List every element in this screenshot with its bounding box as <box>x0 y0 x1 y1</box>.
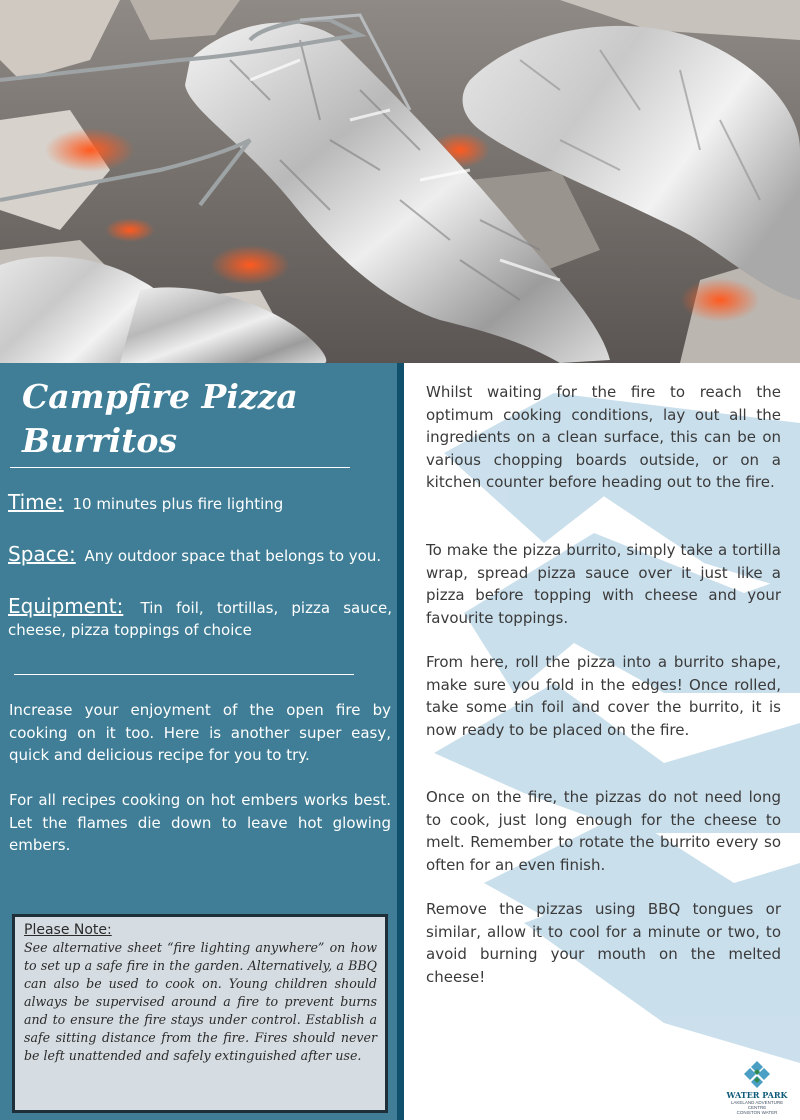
note-heading: Please Note: <box>24 922 112 938</box>
time-label: Time: <box>8 490 64 514</box>
safety-note-box <box>12 914 388 1113</box>
column-divider <box>397 363 404 1120</box>
equipment-value: Tin foil, tortillas, pizza sauce, cheese, pizza toppings of choice <box>8 599 392 639</box>
logo-name: WATER PARK <box>726 1090 788 1100</box>
title-divider <box>10 467 350 468</box>
recipe-info-panel <box>0 363 400 1120</box>
recipe-title: Campfire Pizza Burritos <box>22 377 298 460</box>
water-park-logo <box>722 1060 792 1118</box>
space-detail <box>8 543 392 567</box>
equipment-detail <box>8 595 392 641</box>
time-value: 10 minutes plus fire lighting <box>72 495 284 513</box>
method-column <box>404 363 800 1120</box>
logo-icon <box>742 1060 772 1090</box>
space-label: Space: <box>8 542 76 566</box>
method-step-1: Whilst waiting for the fire to reach the optimum cooking conditions, lay out all the ingredients on a clean surface, this can be on various chopping boards outside, or on a kitchen counter before heading out to the fire. <box>426 383 781 491</box>
note-body: See alternative sheet “fire lighting anywhere” on how to set up a safe fire in the garden. Alternatively, a BBQ can also be used to cook on. Young children should always be supervised around a fire to prevent burns and to ensure the fire stays under control. Establish a safe sitting distance from the fire. Fires should never be left unattended and safely extinguished after use. <box>24 940 377 1063</box>
details-divider <box>14 674 354 675</box>
method-step-4: Once on the fire, the pizzas do not need long to cook, just long enough for the cheese to melt. Remember to rotate the burrito every so often for an even finish. <box>426 788 781 874</box>
method-step-2: To make the pizza burrito, simply take a tortilla wrap, spread pizza sauce over it just like a pizza before topping with cheese and your favourite toppings. <box>426 541 781 627</box>
logo-location: CONISTON WATER <box>736 1110 778 1115</box>
logo-subtitle: LAKELAND ADVENTURE CENTRE <box>730 1100 784 1110</box>
time-detail <box>8 491 392 515</box>
foil-burritos-image <box>0 0 800 363</box>
hero-photo <box>0 0 800 363</box>
equipment-label: Equipment: <box>8 594 124 618</box>
embers-paragraph: For all recipes cooking on hot embers works best. Let the flames die down to leave hot glowing embers. <box>9 791 391 854</box>
space-value: Any outdoor space that belongs to you. <box>84 547 382 565</box>
intro-paragraph: Increase your enjoyment of the open fire by cooking on it too. Here is another super easy, quick and delicious recipe for you to try. <box>9 701 391 764</box>
method-step-5: Remove the pizzas using BBQ tongues or similar, allow it to cool for a minute or two, to avoid burning your mouth on the melted cheese! <box>426 900 781 986</box>
method-step-3: From here, roll the pizza into a burrito shape, make sure you fold in the edges! Once rolled, take some tin foil and cover the burrito, it is now ready to be placed on the fire. <box>426 653 781 739</box>
